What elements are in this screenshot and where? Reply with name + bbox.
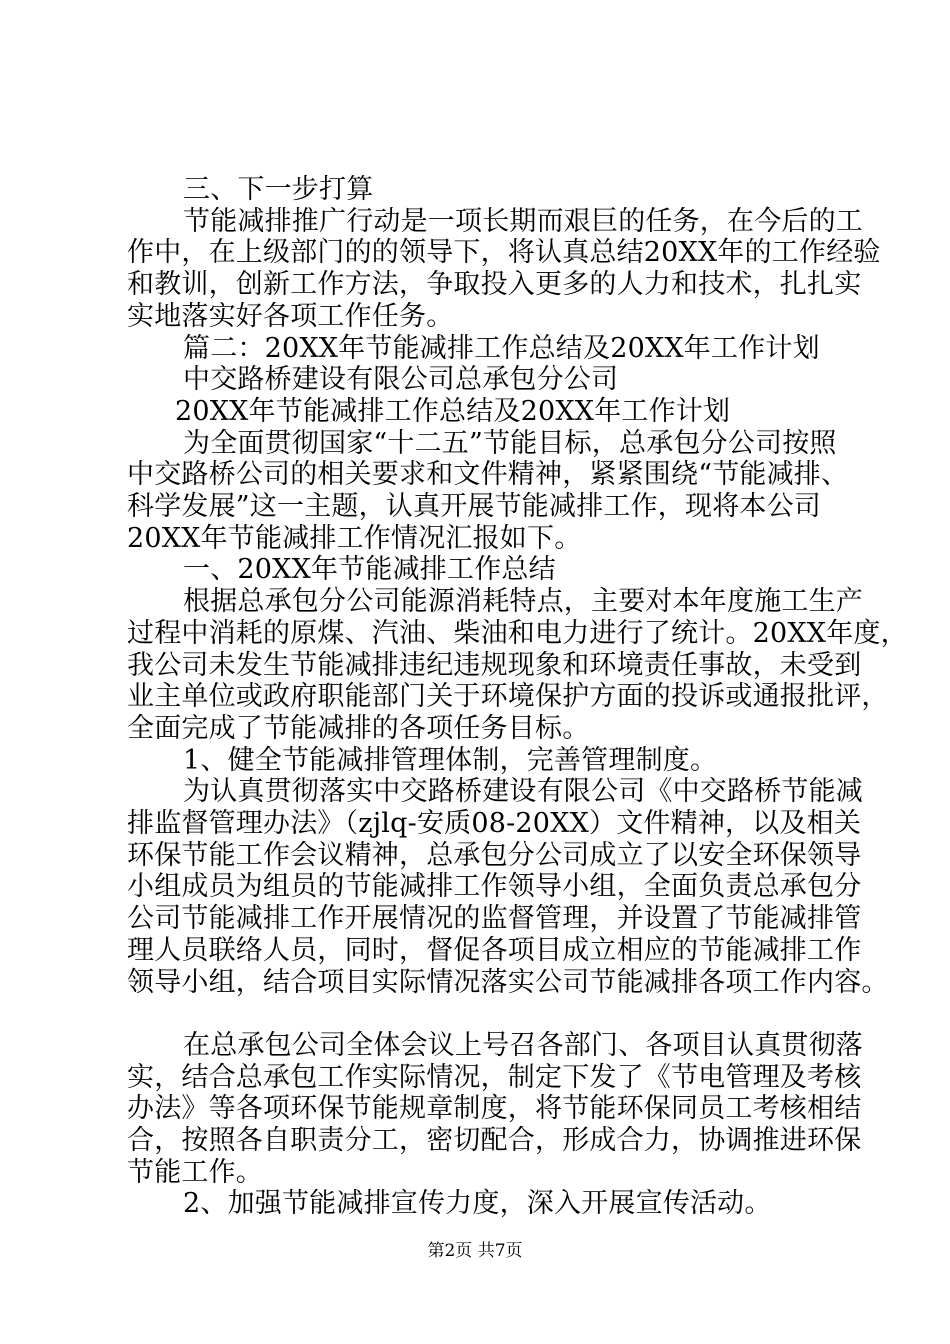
paragraph-line: 公司节能减排工作开展情况的监督管理，并设置了节能减排管	[127, 903, 862, 935]
paragraph-line: 全面完成了节能减排的各项任务目标。	[127, 712, 590, 744]
paragraph-line: 业主单位或政府职能部门关于环境保护方面的投诉或通报批评，	[127, 681, 889, 713]
paragraph-line: 和教训，创新工作方法，争取投入更多的人力和技术，扎扎实	[127, 269, 862, 301]
report-title: 20XX年节能减排工作总结及20XX年工作计划	[175, 395, 731, 427]
paragraph-line: 排监督管理办法》（zjlq-安质08-20XX）文件精神，以及相关	[127, 808, 862, 840]
paragraph-line: 为全面贯彻国家“十二五”节能目标，总承包分公司按照	[183, 427, 837, 459]
paragraph-line: 办法》等各项环保节能规章制度，将节能环保同员工考核相结	[127, 1093, 862, 1125]
paragraph-line: 节能减排推广行动是一项长期而艰巨的任务，在今后的工	[183, 205, 863, 237]
subsection-heading-2: 2、加强节能减排宣传力度，深入开展宣传活动。	[183, 1188, 772, 1220]
paragraph-line: 科学发展”这一主题，认真开展节能减排工作，现将本公司	[127, 491, 822, 523]
section-heading-summary: 一、20XX年节能减排工作总结	[183, 554, 556, 586]
paragraph-line: 合，按照各自职责分工，密切配合，形成合力，协调推进环保	[127, 1125, 862, 1157]
paragraph-line: 我公司未发生节能减排违纪违规现象和环境责任事故，未受到	[127, 649, 862, 681]
paragraph-line: 领导小组，结合项目实际情况落实公司节能减排各项工作内容。	[127, 966, 889, 998]
paragraph-line: 实地落实好各项工作任务。	[127, 300, 454, 332]
page-footer-page-number: 第2页 共7页	[427, 1241, 523, 1261]
paragraph-line: 理人员联络人员，同时，督促各项目成立相应的节能减排工作	[127, 934, 862, 966]
paragraph-line: 20XX年节能减排工作情况汇报如下。	[127, 522, 582, 554]
paragraph-line: 作中，在上级部门的的领导下，将认真总结20XX年的工作经验	[127, 237, 881, 269]
paragraph-line: 在总承包公司全体会议上号召各部门、各项目认真贯彻落	[183, 1029, 863, 1061]
paragraph-line: 为认真贯彻落实中交路桥建设有限公司《中交路桥节能减	[183, 776, 863, 808]
paragraph-spacer	[127, 998, 847, 1030]
document-body	[127, 174, 908, 1220]
paragraph-line: 节能工作。	[127, 1156, 263, 1188]
paragraph-line: 过程中消耗的原煤、汽油、柴油和电力进行了统计。20XX年度，	[127, 617, 908, 649]
paragraph-line: 中交路桥公司的相关要求和文件精神，紧紧围绕“节能减排、	[127, 459, 849, 491]
paragraph-line: 小组成员为组员的节能减排工作领导小组，全面负责总承包分	[127, 871, 862, 903]
paragraph-line: 环保节能工作会议精神，总承包分公司成立了以安全环保领导	[127, 839, 862, 871]
company-name: 中交路桥建设有限公司总承包分公司	[183, 364, 619, 396]
section-heading-next-plan: 三、下一步打算	[183, 174, 374, 205]
subsection-heading-1: 1、健全节能减排管理体制，完善管理制度。	[183, 744, 718, 776]
article-heading: 篇二：20XX年节能减排工作总结及20XX年工作计划	[183, 332, 820, 364]
paragraph-line: 根据总承包分公司能源消耗特点，主要对本年度施工生产	[183, 586, 863, 618]
paragraph-line: 实，结合总承包工作实际情况，制定下发了《节电管理及考核	[127, 1061, 862, 1093]
